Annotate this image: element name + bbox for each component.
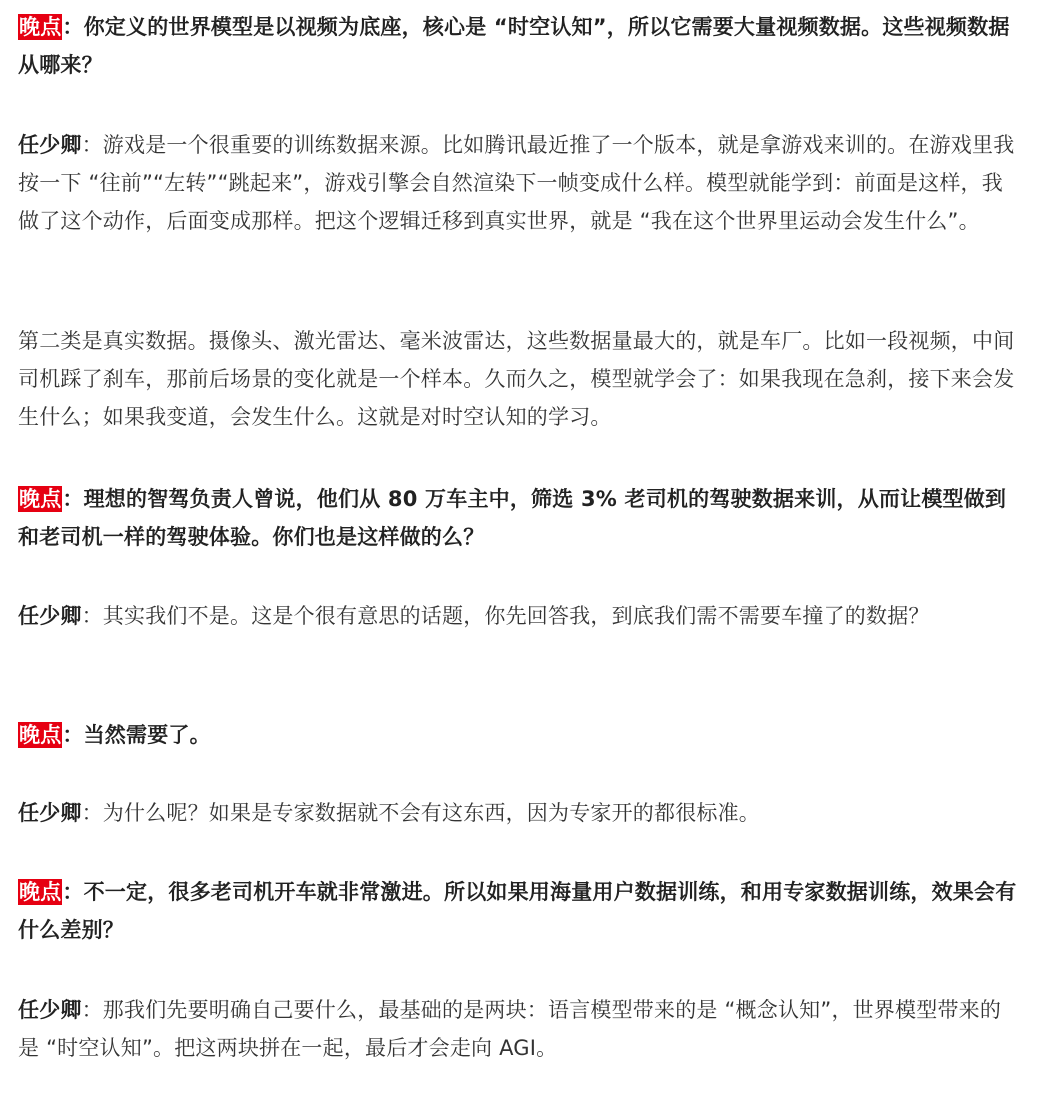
question-paragraph-1 <box>18 8 1018 84</box>
interviewer-tag: 晚点 <box>19 487 62 511</box>
question-text: ：理想的智驾负责人曾说，他们从 80 万车主中，筛选 3% 老司机的驾驶数据来训，从而让模型做到和老司机一样的驾驶体验。你们也是这样做的么？ <box>18 487 1007 549</box>
answer-text: ：游戏是一个很重要的训练数据来源。比如腾讯最近推了一个版本，就是拿游戏来训的。在游戏里我按一下 “往前”“左转”“跳起来”，游戏引擎会自然渲染下一帧变成什么样。模型就能学到：前面是这样，我做了这个动作，后面变成那样。把这个逻辑迁移到真实世界，就是 “我在这个世界里运动会发生什么”。 <box>18 133 1015 233</box>
question-text: ：你定义的世界模型是以视频为底座，核心是 “时空认知”，所以它需要大量视频数据。这些视频数据从哪来？ <box>18 15 1010 77</box>
answer-paragraph-4 <box>18 991 1018 1067</box>
paragraph-text: 第二类是真实数据。摄像头、激光雷达、毫米波雷达，这些数据量最大的，就是车厂。比如一段视频，中间司机踩了刹车，那前后场景的变化就是一个样本。久而久之，模型就学会了：如果我现在急刹，接下来会发生什么；如果我变道，会发生什么。这就是对时空认知的学习。 <box>18 329 1015 429</box>
interviewee-name: 任少卿 <box>18 604 82 628</box>
answer-text: ：其实我们不是。这是个很有意思的话题，你先回答我，到底我们需不需要车撞了的数据？ <box>81 604 930 628</box>
interviewee-name: 任少卿 <box>18 801 82 825</box>
answer-text: ：为什么呢？如果是专家数据就不会有这东西，因为专家开的都很标准。 <box>81 801 761 825</box>
interviewer-tag: 晚点 <box>19 723 62 747</box>
interviewee-name: 任少卿 <box>18 998 82 1022</box>
answer-paragraph-3 <box>18 794 1018 832</box>
interviewer-tag: 晚点 <box>19 15 62 39</box>
question-text: ：当然需要了。 <box>62 723 211 747</box>
answer-text: ：那我们先要明确自己要什么，最基础的是两块：语言模型带来的是 “概念认知”，世界模型带来的是 “时空认知”。把这两块拼在一起，最后才会走向 AGI。 <box>18 998 1002 1060</box>
interviewer-tag: 晚点 <box>19 880 62 904</box>
answer-paragraph-1 <box>18 126 1018 240</box>
plain-paragraph-1 <box>18 322 1018 436</box>
interviewee-name: 任少卿 <box>18 133 82 157</box>
question-paragraph-3 <box>18 716 1018 754</box>
question-paragraph-4 <box>18 873 1018 949</box>
question-text: ：不一定，很多老司机开车就非常激进。所以如果用海量用户数据训练，和用专家数据训练，效果会有什么差别？ <box>18 880 1017 942</box>
question-paragraph-2 <box>18 480 1018 556</box>
answer-paragraph-2 <box>18 597 1018 635</box>
